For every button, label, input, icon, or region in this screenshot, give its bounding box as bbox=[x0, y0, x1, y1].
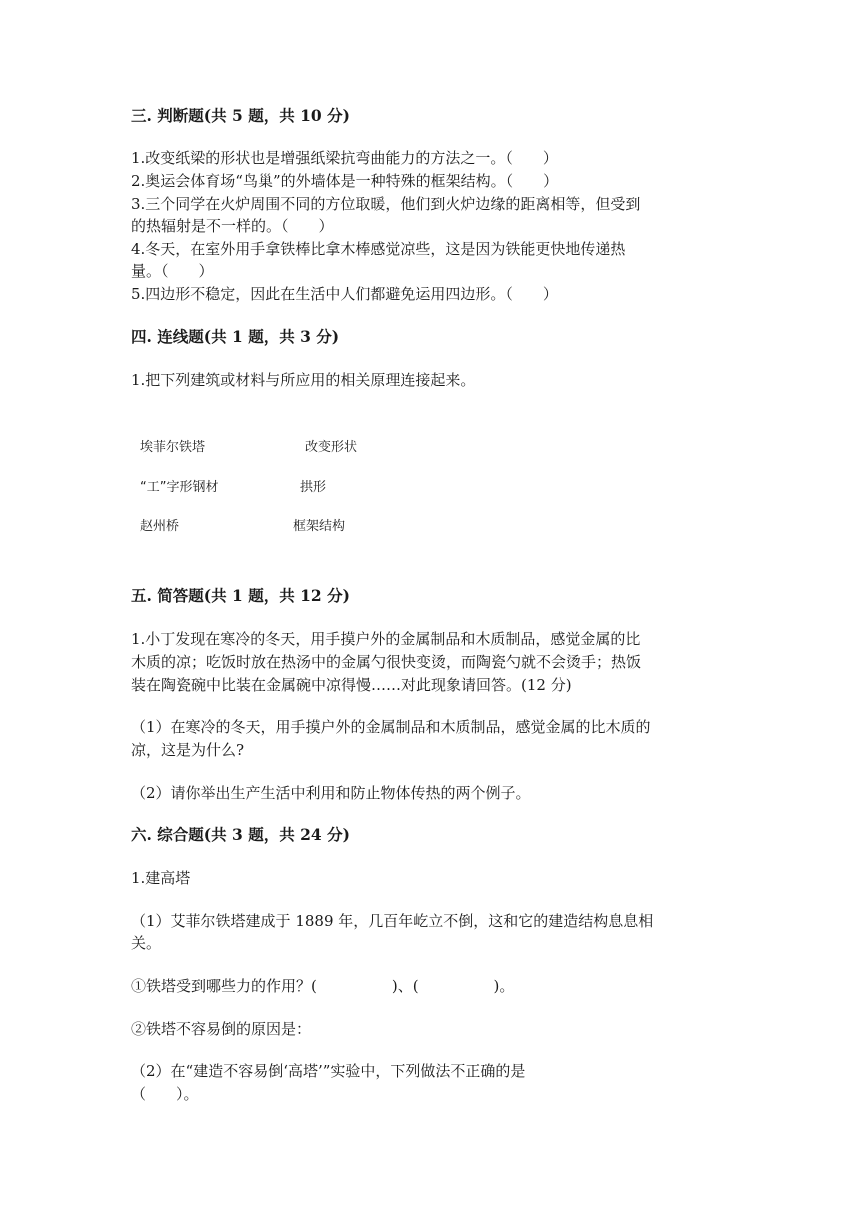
match-right-item-3[interactable]: 框架结构 bbox=[293, 519, 346, 534]
section-heading-short-answer: 五. 简答题(共 1 题，共 12 分) bbox=[131, 586, 350, 605]
match-left-item-1[interactable]: 埃菲尔铁塔 bbox=[140, 440, 206, 455]
comprehensive-sub-2-line-2: （ ）。 bbox=[131, 1085, 199, 1103]
match-right-item-2[interactable]: 拱形 bbox=[300, 480, 327, 495]
judgment-item-3-line-1: 3.三个同学在火炉周围不同的方位取暖，他们到火炉边缘的距离相等，但受到 bbox=[131, 195, 641, 213]
section-heading-comprehensive: 六. 综合题(共 3 题，共 24 分) bbox=[131, 825, 350, 844]
judgment-item-2: 2.奥运会体育场“鸟巢”的外墙体是一种特殊的框架结构。（ ） bbox=[131, 172, 559, 190]
comprehensive-sub-1-line-1: （1）艾菲尔铁塔建成于 1889 年，几百年屹立不倒，这和它的建造结构息息相 bbox=[131, 912, 654, 930]
matching-question: 1.把下列建筑或材料与所应用的相关原理连接起来。 bbox=[131, 371, 476, 389]
short-answer-question-line-2: 木质的凉；吃饭时放在热汤中的金属勺很快变烫，而陶瓷勺就不会烫手；热饭 bbox=[131, 653, 642, 671]
section-heading-matching: 四. 连线题(共 1 题，共 3 分) bbox=[131, 327, 340, 346]
judgment-item-5: 5.四边形不稳定，因此在生活中人们都避免运用四边形。（ ） bbox=[131, 285, 558, 303]
short-answer-sub-1-line-1: （1）在寒冷的冬天，用手摸户外的金属制品和木质制品，感觉金属的比木质的 bbox=[131, 718, 651, 736]
short-answer-question-line-3: 装在陶瓷碗中比装在金属碗中凉得慢……对此现象请回答。(12 分) bbox=[131, 676, 572, 694]
match-left-item-3[interactable]: 赵州桥 bbox=[140, 519, 180, 534]
comprehensive-sub-1-line-2: 关。 bbox=[131, 934, 162, 952]
short-answer-question-line-1: 1.小丁发现在寒冷的冬天，用手摸户外的金属制品和木质制品，感觉金属的比 bbox=[131, 630, 641, 648]
match-right-item-1[interactable]: 改变形状 bbox=[305, 440, 358, 455]
match-left-item-2[interactable]: “工”字形钢材 bbox=[140, 480, 219, 495]
comprehensive-question-1: 1.建高塔 bbox=[131, 869, 191, 887]
short-answer-sub-2: （2）请你举出生产生活中利用和防止物体传热的两个例子。 bbox=[131, 784, 531, 802]
section-heading-judgment: 三. 判断题(共 5 题，共 10 分) bbox=[131, 106, 350, 125]
judgment-item-4-line-2: 量。（ ） bbox=[131, 262, 214, 280]
judgment-item-4-line-1: 4.冬天，在室外用手拿铁棒比拿木棒感觉凉些，这是因为铁能更快地传递热 bbox=[131, 240, 626, 258]
comprehensive-sub-a: ①铁塔受到哪些力的作用？( )、( )。 bbox=[131, 977, 515, 995]
short-answer-sub-1-line-2: 凉，这是为什么? bbox=[131, 741, 245, 759]
comprehensive-sub-2-line-1: （2）在“建造不容易倒‘高塔’”实验中，下列做法不正确的是 bbox=[131, 1062, 526, 1080]
judgment-item-3-line-2: 的热辐射是不一样的。（ ） bbox=[131, 217, 334, 235]
judgment-item-1: 1.改变纸梁的形状也是增强纸梁抗弯曲能力的方法之一。（ ） bbox=[131, 149, 558, 167]
comprehensive-sub-b: ②铁塔不容易倒的原因是： bbox=[131, 1020, 312, 1038]
